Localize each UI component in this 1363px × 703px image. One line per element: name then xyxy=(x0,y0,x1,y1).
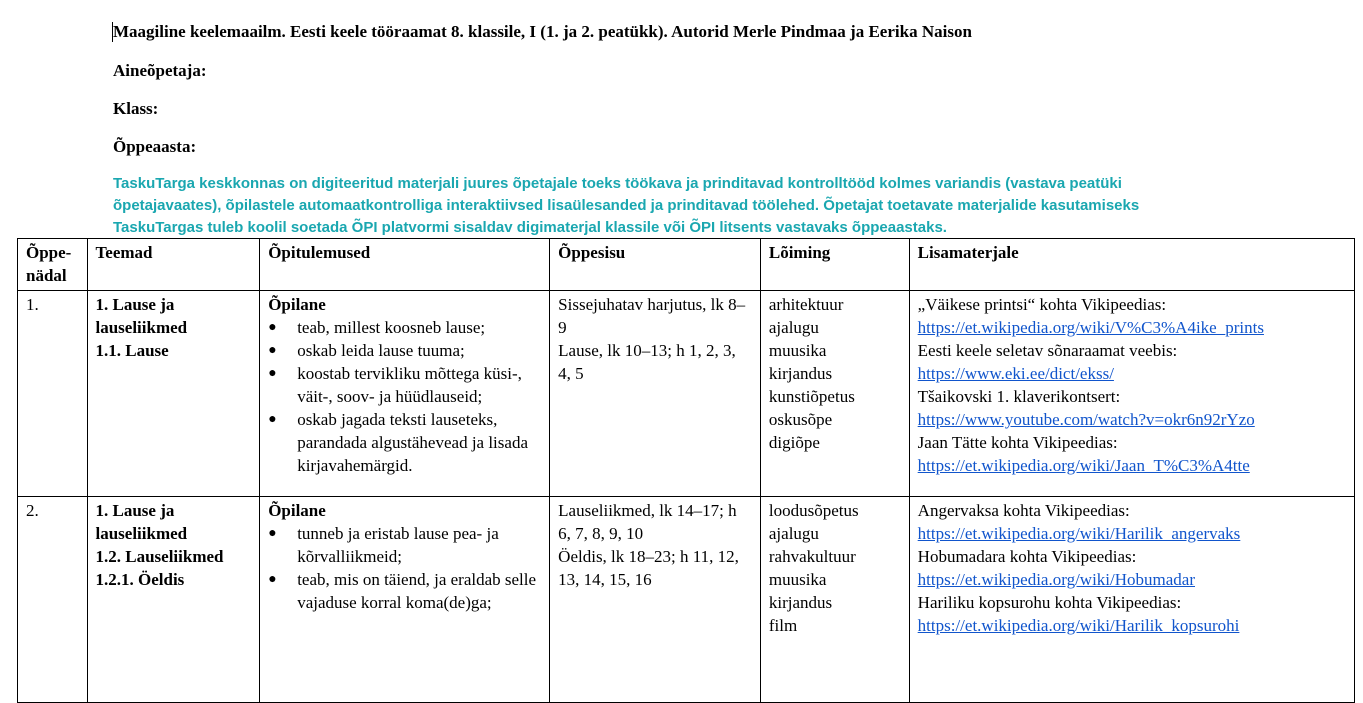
material-link[interactable]: https://et.wikipedia.org/wiki/Harilik_angervaks xyxy=(917,524,1241,543)
note-line: TaskuTargas tuleb koolil soetada ÕPI platvormi sisaldav digimaterjal klassile või ÕPI litsents vastavaks õppeaastaks. xyxy=(113,219,947,236)
integration-cell: arhitektuur ajalugu muusika kirjandus kunstiõpetus oskusõpe digiõpe xyxy=(760,291,909,497)
table-row xyxy=(18,497,1355,703)
header-outcomes: Õpitulemused xyxy=(260,239,550,291)
outcomes-list xyxy=(268,522,541,614)
header-materials: Lisamaterjale xyxy=(909,239,1354,291)
table-header-row xyxy=(18,239,1355,291)
list-item: ● teab, millest koosneb lause; xyxy=(268,316,541,339)
work-plan-table xyxy=(17,238,1355,703)
document-title: Maagiline keelemaailm. Eesti keele tööraamat 8. klassile, I (1. ja 2. peatükk). Autorid Merle Pindmaa ja Eerika Naison xyxy=(113,22,972,41)
material-link[interactable]: https://www.youtube.com/watch?v=okr6n92rYzo xyxy=(917,410,1255,429)
teacher-label: Aineõpetaja: xyxy=(113,61,207,80)
header-week: Õppe- nädal xyxy=(18,239,88,291)
material-link[interactable]: https://et.wikipedia.org/wiki/Harilik_kopsurohi xyxy=(917,616,1240,635)
week-cell: 2. xyxy=(18,497,88,703)
table-row xyxy=(18,291,1355,497)
topics-cell: 1. Lause ja lauseliikmed 1.2. Lauseliikmed 1.2.1. Öeldis xyxy=(87,497,260,703)
note-line: õpetajavaates), õpilastele automaatkontrolliga interaktiivsed lisaülesanded ja prinditavad töölehed. Õpetajat toetavate materjalide kasutamiseks xyxy=(113,197,1140,214)
materials-cell: „Väikese printsi“ kohta Vikipeedias: https://et.wikipedia.org/wiki/V%C3%A4ike_prints Eesti keele seletav sõnaraamat veebis: https://www.eki.ee/dict/ekss/ Tšaikovski 1. klaverikontsert: https://www.youtube.com/watch?v=okr6n92rYzo Jaan Tätte kohta Vikipeedias: https://et.wikipedia.org/wiki/Jaan_T%C3%A4tte xyxy=(909,291,1354,497)
list-item: ● koostab tervikliku mõttega küsi-, väit-, soov- ja hüüdlauseid; xyxy=(268,362,541,408)
materials-cell: Angervaksa kohta Vikipeedias: https://et.wikipedia.org/wiki/Harilik_angervaks Hobumadara kohta Vikipeedias: https://et.wikipedia.org/wiki/Hobumadar Hariliku kopsurohu kohta Vikipeedias: https://et.wikipedia.org/wiki/Harilik_kopsurohi xyxy=(909,497,1354,703)
outcomes-list xyxy=(268,316,541,477)
integration-cell: loodusõpetus ajalugu rahvakultuur muusika kirjandus film xyxy=(760,497,909,703)
header-content: Õppesisu xyxy=(550,239,761,291)
outcomes-cell: Õpilane ● teab, millest koosneb lause; ● oskab leida lause tuuma; ● koostab tervikliku mõttega küsi-, väit-, soov- ja hüüdlauseid; ● oskab jagada teksti lauseteks, parandada algustähevead ja lisada kirjavahemärgid. xyxy=(260,291,550,497)
header-integration: Lõiming xyxy=(760,239,909,291)
list-item: ● tunneb ja eristab lause pea- ja kõrvalliikmeid; xyxy=(268,522,541,568)
topics-cell: 1. Lause ja lauseliikmed 1.1. Lause xyxy=(87,291,260,497)
material-link[interactable]: https://et.wikipedia.org/wiki/Hobumadar xyxy=(917,570,1195,589)
year-label: Õppeaasta: xyxy=(113,137,197,156)
list-item: ● teab, mis on täiend, ja eraldab selle vajaduse korral koma(de)ga; xyxy=(268,568,541,614)
class-label: Klass: xyxy=(113,99,159,118)
list-item: ● oskab jagada teksti lauseteks, parandada algustähevead ja lisada kirjavahemärgid. xyxy=(268,408,541,477)
taskutark-note xyxy=(113,173,1293,239)
week-cell: 1. xyxy=(18,291,88,497)
content-cell: Sissejuhatav harjutus, lk 8–9 Lause, lk 10–13; h 1, 2, 3, 4, 5 xyxy=(550,291,761,497)
note-line: TaskuTarga keskkonnas on digiteeritud materjali juures õpetajale toeks töökava ja prinditavad kontrolltööd kolmes variandis (vastava peatüki xyxy=(113,175,1122,192)
material-link[interactable]: https://et.wikipedia.org/wiki/V%C3%A4ike_prints xyxy=(917,318,1264,337)
content-cell: Lauseliikmed, lk 14–17; h 6, 7, 8, 9, 10 Öeldis, lk 18–23; h 11, 12, 13, 14, 15, 16 xyxy=(550,497,761,703)
list-item: ● oskab leida lause tuuma; xyxy=(268,339,541,362)
header-topics: Teemad xyxy=(87,239,260,291)
material-link[interactable]: https://et.wikipedia.org/wiki/Jaan_T%C3%A4tte xyxy=(917,456,1250,475)
material-link[interactable]: https://www.eki.ee/dict/ekss/ xyxy=(917,364,1114,383)
outcomes-cell: Õpilane ● tunneb ja eristab lause pea- ja kõrvalliikmeid; ● teab, mis on täiend, ja eraldab selle vajaduse korral koma(de)ga; xyxy=(260,497,550,703)
